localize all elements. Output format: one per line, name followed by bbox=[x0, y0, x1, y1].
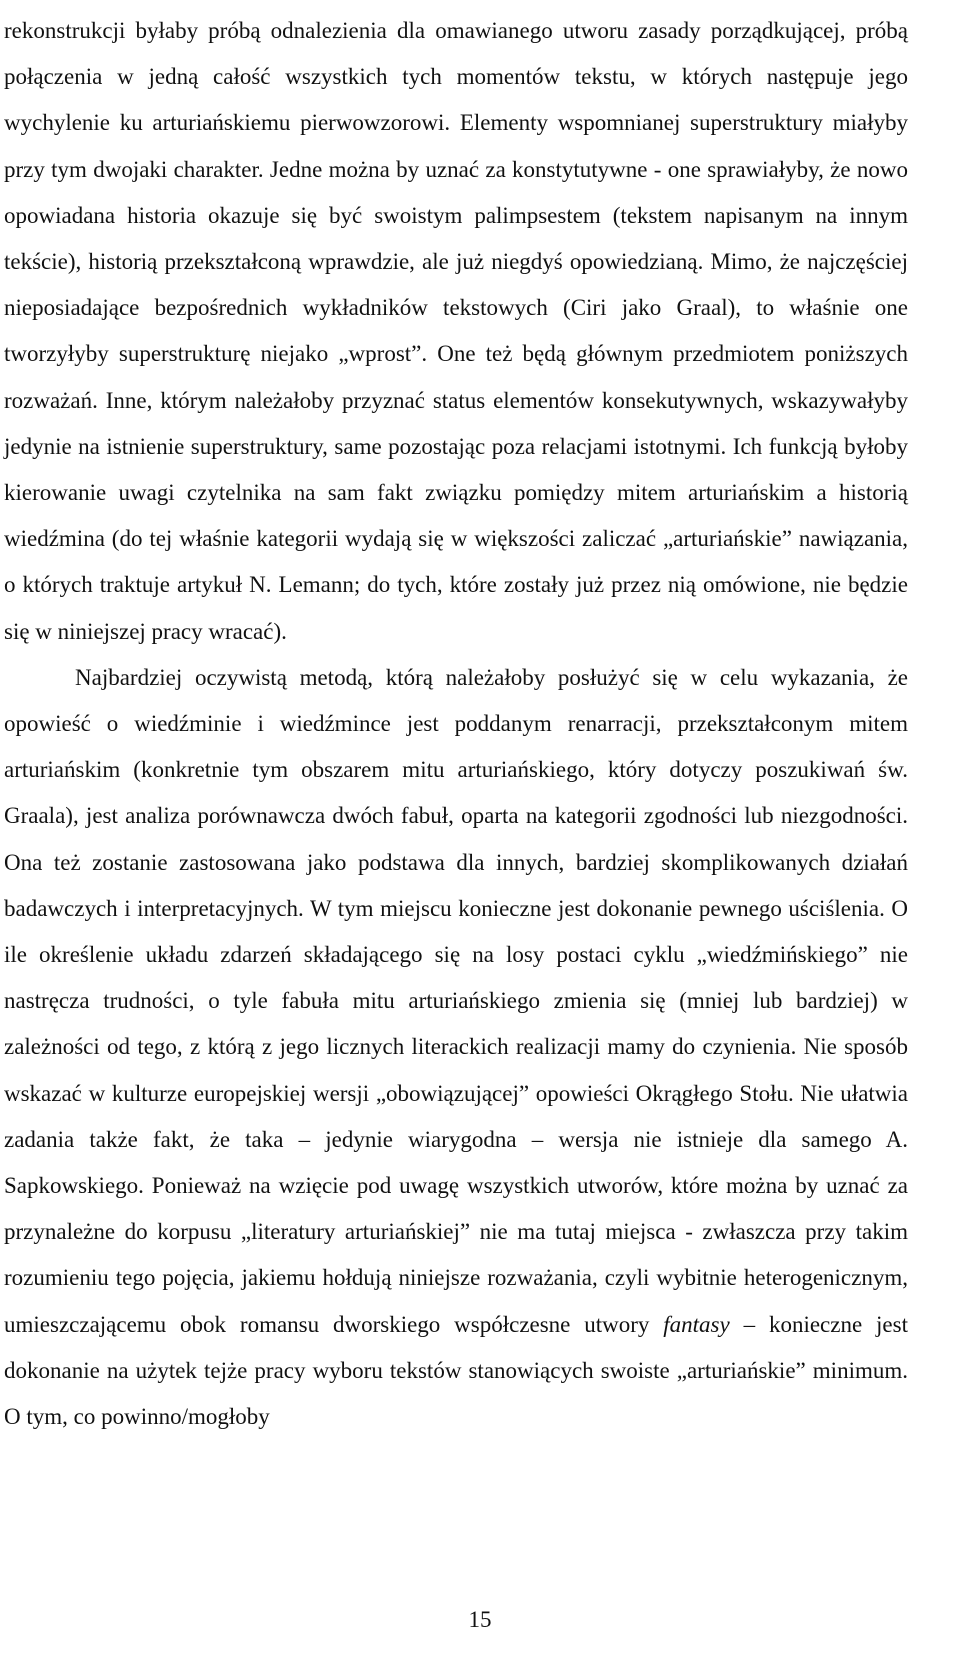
page-number: 15 bbox=[468, 1607, 492, 1632]
paragraph-text-part-1: Najbardziej oczywistą metodą, którą należałoby posłużyć się w celu wykazania, że opowieść o wiedźminie i wiedźmince jest poddanym renarracji, przekształconym mitem arturiańskim (konkretnie tym obszarem mitu arturiańskiego, który dotyczy poszukiwań św. Graala), jest analiza porównawcza dwóch fabuł, oparta na kategorii zgodności lub niezgodności. Ona też zostanie zastosowana jako podstawa dla innych, bardziej skomplikowanych działań badawczych i interpretacyjnych. W tym miejscu konieczne jest dokonanie pewnego uściślenia. O ile określenie układu zdarzeń składającego się na losy postaci cyklu „wiedźmińskiego” nie nastręcza trudności, o tyle fabuła mitu arturiańskiego zmienia się (mniej lub bardziej) w zależności od tego, z którą z jego licznych literackich realizacji mamy do czynienia. Nie sposób wskazać w kulturze europejskiej wersji „obowiązującej” opowieści Okrągłego Stołu. Nie ułatwia zadania także fakt, że taka – jedynie wiarygodna – wersja nie istnieje dla samego A. Sapkowskiego. Ponieważ na wzięcie pod uwagę wszystkich utworów, które można by uznać za przynależne do korpusu „literatury arturiańskiej” nie ma tutaj miejsca - zwłaszcza przy takim rozumieniu tego pojęcia, jakiemu hołdują niniejsze rozważania, czyli wybitnie heterogenicznym, umieszczającemu obok romansu dworskiego współczesne utwory bbox=[4, 664, 908, 1337]
paragraph-continued: rekonstrukcji byłaby próbą odnalezienia dla omawianego utworu zasady porządkującej, próbą połączenia w jedną całość wszystkich tych momentów tekstu, w których następuje jego wychylenie ku arturiańskiemu pierwowzorowi. Elementy wspomnianej superstruktury miałyby przy tym dwojaki charakter. Jedne można by uznać za konstytutywne - one sprawiałyby, że nowo opowiadana historia okazuje się być swoistym palimpsestem (tekstem napisanym na innym tekście), historią przekształconą wprawdzie, ale już niegdyś opowiedzianą. Mimo, że najczęściej nieposiadające bezpośrednich wykładników tekstowych (Ciri jako Graal), to właśnie one tworzyłyby superstrukturę niejako „wprost”. One też będą głównym przedmiotem poniższych rozważań. Inne, którym należałoby przyznać status elementów konsekutywnych, wskazywałyby jedynie na istnienie superstruktury, same pozostając poza relacjami istotnymi. Ich funkcją byłoby kierowanie uwagi czytelnika na sam fakt związku pomiędzy mitem arturiańskim a historią wiedźmina (do tej właśnie kategorii wydają się w większości zaliczać „arturiańskie” nawiązania, o których traktuje artykuł N. Lemann; do tych, które zostały już przez nią omówione, nie będzie się w niniejszej pracy wracać). bbox=[4, 18, 908, 644]
italic-term-fantasy: fantasy bbox=[663, 1311, 730, 1337]
paragraph-methodology bbox=[4, 655, 908, 1440]
document-body bbox=[4, 8, 908, 1440]
paragraph-text-part-2: – konieczne jest dokonanie na użytek tejże pracy wyboru tekstów stanowiących swoiste „arturiańskie” minimum. O tym, co powinno/mogłoby bbox=[4, 1311, 908, 1430]
